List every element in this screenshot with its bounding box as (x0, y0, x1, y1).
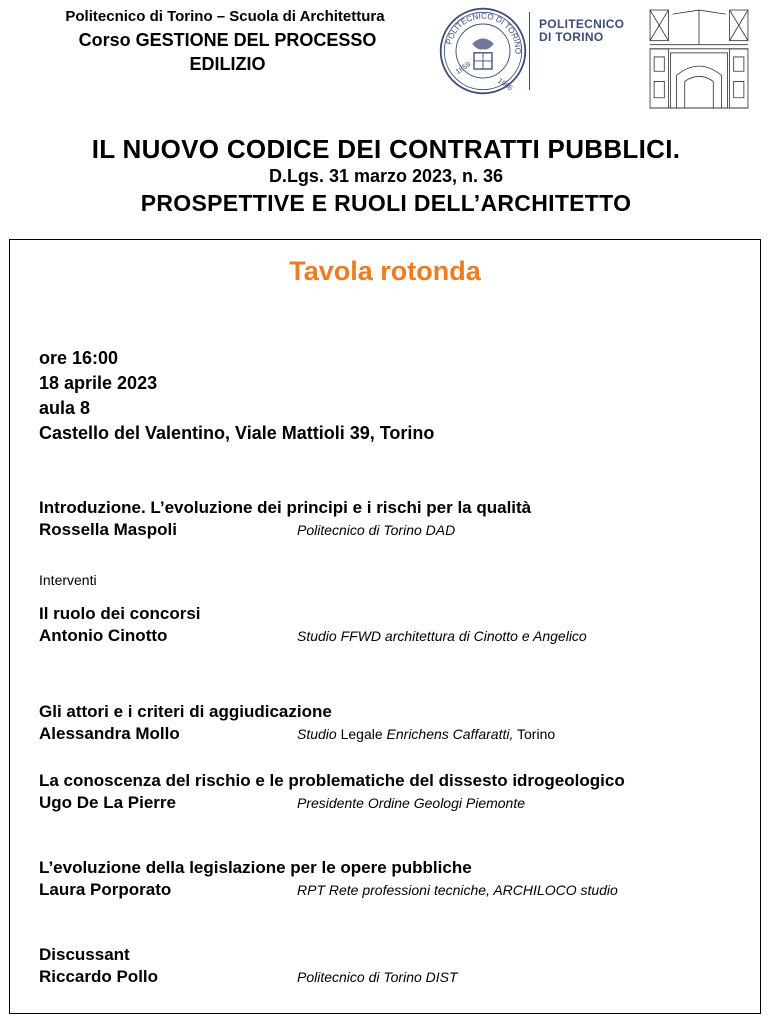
speaker-affiliation: Politecnico di Torino DIST (297, 969, 458, 985)
seal-text: POLITECNICO DI TORINO (444, 11, 523, 55)
decree-reference: D.Lgs. 31 marzo 2023, n. 36 (268, 166, 504, 186)
speaker-affiliation (297, 726, 555, 742)
talk-topic: L’evoluzione della legislazione per le opere pubbliche (39, 858, 472, 877)
speaker-affiliation: Politecnico di Torino DAD (297, 522, 456, 538)
talk-topic: Introduzione. L’evoluzione dei principi e i rischi per la qualità (39, 498, 532, 517)
seal-year-left: 1859 (453, 59, 473, 77)
program-item (39, 497, 759, 541)
event-time: ore 16:00 (39, 348, 119, 368)
talk-topic: Discussant (39, 945, 130, 964)
affiliation-part-4: Torino (513, 726, 556, 742)
event-location: Castello del Valentino, Viale Mattioli 39, Torino (39, 423, 435, 443)
affiliation-part-3: Enrichens Caffaratti, (386, 726, 514, 742)
speaker-name: Ugo De La Pierre (39, 793, 176, 812)
speaker-name: Riccardo Pollo (39, 967, 159, 986)
program-item (39, 857, 759, 901)
event-type: Tavola rotonda (289, 256, 481, 286)
program-item (39, 701, 759, 745)
speaker-name: Alessandra Mollo (39, 724, 180, 743)
logo-divider (529, 12, 530, 90)
course-name (0, 28, 455, 76)
program-item (39, 770, 759, 814)
seal-year-right: 1906 (496, 75, 515, 93)
talk-topic: Il ruolo dei concorsi (39, 604, 201, 623)
event-info (39, 346, 434, 446)
course-line-2: EDILIZIO (189, 54, 266, 74)
speaker-affiliation: Studio FFWD architettura di Cinotto e Angelico (297, 628, 587, 644)
speaker-name: Laura Porporato (39, 880, 172, 899)
affiliation-part-1: Studio (297, 726, 337, 742)
course-line-1: Corso GESTIONE DEL PROCESSO (78, 30, 377, 50)
talk-topic: La conoscenza del rischio e le problematiche del dissesto idrogeologico (39, 771, 625, 790)
castello-drawing-icon (648, 8, 750, 110)
speaker-affiliation: RPT Rete professioni tecniche, ARCHILOCO studio (297, 882, 618, 898)
event-room: aula 8 (39, 398, 91, 418)
speaker-name: Antonio Cinotto (39, 626, 168, 645)
subtitle: PROSPETTIVE E RUOLI DELL’ARCHITETTO (140, 190, 632, 216)
program-item (39, 603, 759, 647)
logo-line-1: POLITECNICO (539, 17, 625, 31)
logo-line-2: DI TORINO (539, 30, 604, 44)
program-item (39, 944, 759, 988)
politecnico-seal-icon (438, 6, 528, 96)
interventi-label: Interventi (39, 572, 97, 588)
event-date: 18 aprile 2023 (39, 373, 158, 393)
affiliation-part-2: Legale (336, 726, 387, 742)
talk-topic: Gli attori e i criteri di aggiudicazione (39, 702, 332, 721)
main-title: IL NUOVO CODICE DEI CONTRATTI PUBBLICI. (91, 134, 681, 164)
speaker-affiliation: Presidente Ordine Geologi Piemonte (297, 795, 526, 811)
speaker-name: Rossella Maspoli (39, 520, 177, 539)
institution-name: Politecnico di Torino – Scuola di Architettura (65, 8, 385, 25)
politecnico-logo (539, 18, 624, 44)
